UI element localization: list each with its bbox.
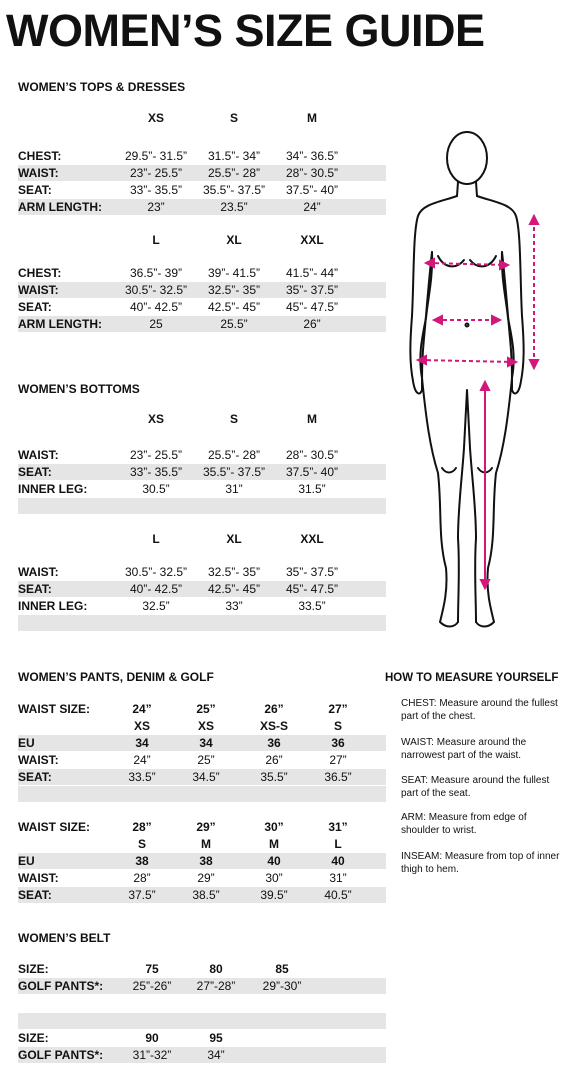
row-band [18,1013,386,1029]
table-cell: 31” [329,871,347,885]
row-label: WAIST: [18,871,59,885]
table-cell: 31.5” [298,482,326,496]
waist-size-header: 25” [196,702,216,716]
belt-size: 95 [209,1031,223,1045]
belt-size: 80 [209,962,223,976]
row-label: SEAT: [18,465,52,479]
row-label: EU [18,736,35,750]
waist-size-header: 30” [264,820,284,834]
table-cell: 28”- 30.5” [285,448,339,462]
row-label: SEAT: [18,582,52,596]
table-cell: 35.5” [260,770,288,784]
row-label: CHEST: [18,266,62,280]
table-cell: 26” [303,317,321,331]
table-cell: 33.5” [128,770,156,784]
row-label: ARM LENGTH: [18,317,102,331]
tops-heading: WOMEN’S TOPS & DRESSES [18,80,186,94]
waist-size-header: 27” [328,702,348,716]
table-cell: 34”- 36.5” [285,149,339,163]
howto-item: SEAT: Measure around the fullest part of the seat. [401,775,550,799]
eu-size: 34 [199,736,213,750]
table-cell: 23.5” [220,200,248,214]
table-cell: 35.5”- 37.5” [202,465,266,479]
table-cell: 32.5” [142,599,170,613]
table-cell: 37.5” [128,888,156,902]
table-cell: 27” [329,753,347,767]
row-label: SIZE: [18,1031,49,1045]
bottoms-heading: WOMEN’S BOTTOMS [18,382,140,396]
row-label: WAIST: [18,565,59,579]
row-label: WAIST SIZE: [18,820,90,834]
howto-item: CHEST: Measure around the fullest part of the chest. [401,698,558,722]
size-header: XXL [300,233,324,247]
letter-size: S [333,719,342,733]
belt-size: 90 [145,1031,159,1045]
letter-size: M [201,837,211,851]
table-cell: 28”- 30.5” [285,166,339,180]
table-cell: 25 [149,317,163,331]
size-header: S [229,412,238,426]
row-label: SIZE: [18,962,49,976]
letter-size: XS [133,719,150,733]
letter-size: S [137,837,146,851]
belt-heading: WOMEN’S BELT [18,931,111,945]
row-label: SEAT: [18,300,52,314]
table-cell: 35”- 37.5” [285,565,339,579]
row-label: WAIST: [18,166,59,180]
table-cell: 31.5”- 34” [207,149,261,163]
eu-size: 38 [135,854,149,868]
row-band [18,498,386,514]
eu-size: 38 [199,854,213,868]
waist-size-header: 28” [132,820,152,834]
table-cell: 33.5” [298,599,326,613]
table-cell: 25.5”- 28” [207,448,261,462]
table-cell: 34.5” [192,770,220,784]
size-header: XS [147,111,164,125]
howto-item: INSEAM: Measure from top of inner thigh to hem. [401,851,560,875]
table-cell: 34” [207,1048,225,1062]
table-cell: 25” [197,753,215,767]
table-cell: 30” [265,871,283,885]
table-cell: 24” [133,753,151,767]
table-cell: 29” [197,871,215,885]
letter-size: XS [197,719,214,733]
table-cell: 33”- 35.5” [129,183,183,197]
eu-size: 36 [331,736,345,750]
table-cell: 39.5” [260,888,288,902]
howto-item: WAIST: Measure around the narrowest part of the waist. [401,737,527,761]
letter-size: M [269,837,279,851]
table-cell: 37.5”- 40” [285,183,339,197]
waist-size-header: 31” [328,820,348,834]
table-cell: 45”- 47.5” [285,300,339,314]
table-cell: 31” [225,482,243,496]
row-label: WAIST: [18,283,59,297]
size-header: L [152,233,160,247]
eu-size: 34 [135,736,149,750]
table-cell: 33” [225,599,243,613]
letter-size: XS-S [259,719,288,733]
howto-heading: HOW TO MEASURE YOURSELF [385,672,559,684]
table-cell: 42.5”- 45” [207,300,261,314]
table-cell: 37.5”- 40” [285,465,339,479]
eu-size: 40 [267,854,281,868]
table-cell: 26” [265,753,283,767]
page-title: WOMEN’S SIZE GUIDE [6,5,485,56]
table-cell: 29”-30” [262,979,302,993]
table-cell: 31”-32” [132,1048,172,1062]
table-cell: 38.5” [192,888,220,902]
table-cell: 23” [147,200,165,214]
table-cell: 40”- 42.5” [129,300,183,314]
size-header: XL [226,532,242,546]
table-cell: 40.5” [324,888,352,902]
table-cell: 39”- 41.5” [207,266,261,280]
belt-size: 85 [275,962,289,976]
row-label: GOLF PANTS*: [18,979,104,993]
row-label: WAIST: [18,753,59,767]
size-header: L [152,532,160,546]
row-band [18,615,386,631]
table-cell: 40”- 42.5” [129,582,183,596]
table-cell: 24” [303,200,321,214]
table-cell: 33”- 35.5” [129,465,183,479]
body-outline-icon [400,128,550,638]
size-header: XXL [300,532,324,546]
row-label: SEAT: [18,770,52,784]
table-cell: 42.5”- 45” [207,582,261,596]
waist-size-header: 29” [196,820,216,834]
table-cell: 23”- 25.5” [129,166,183,180]
howto-item: ARM: Measure from edge of shoulder to wrist. [401,812,527,836]
table-cell: 41.5”- 44” [285,266,339,280]
table-cell: 25.5”- 28” [207,166,261,180]
table-cell: 23”- 25.5” [129,448,183,462]
table-cell: 45”- 47.5” [285,582,339,596]
row-label: SEAT: [18,888,52,902]
table-cell: 25”-26” [132,979,172,993]
row-label: EU [18,854,35,868]
table-cell: 27”-28” [196,979,236,993]
table-cell: 32.5”- 35” [207,283,261,297]
row-label: CHEST: [18,149,62,163]
table-cell: 29.5”- 31.5” [124,149,188,163]
table-cell: 32.5”- 35” [207,565,261,579]
table-cell: 35.5”- 37.5” [202,183,266,197]
row-label: SEAT: [18,183,52,197]
waist-size-header: 24” [132,702,152,716]
row-label: WAIST: [18,448,59,462]
size-header: M [307,111,317,125]
letter-size: L [334,837,342,851]
table-cell: 25.5” [220,317,248,331]
table-cell: 30.5”- 32.5” [124,283,188,297]
row-label: INNER LEG: [18,482,88,496]
size-header: S [229,111,238,125]
row-label: GOLF PANTS*: [18,1048,104,1062]
row-label: WAIST SIZE: [18,702,90,716]
eu-size: 36 [267,736,281,750]
table-cell: 36.5”- 39” [129,266,183,280]
table-cell: 35”- 37.5” [285,283,339,297]
eu-size: 40 [331,854,345,868]
row-label: ARM LENGTH: [18,200,102,214]
waist-size-header: 26” [264,702,284,716]
size-header: M [307,412,317,426]
size-header: XS [147,412,164,426]
row-label: INNER LEG: [18,599,88,613]
table-cell: 36.5” [324,770,352,784]
table-cell: 30.5”- 32.5” [124,565,188,579]
size-header: XL [226,233,242,247]
belt-size: 75 [145,962,159,976]
row-band [18,786,386,802]
pants-heading: WOMEN’S PANTS, DENIM & GOLF [18,670,214,684]
table-cell: 30.5” [142,482,170,496]
table-cell: 28” [133,871,151,885]
